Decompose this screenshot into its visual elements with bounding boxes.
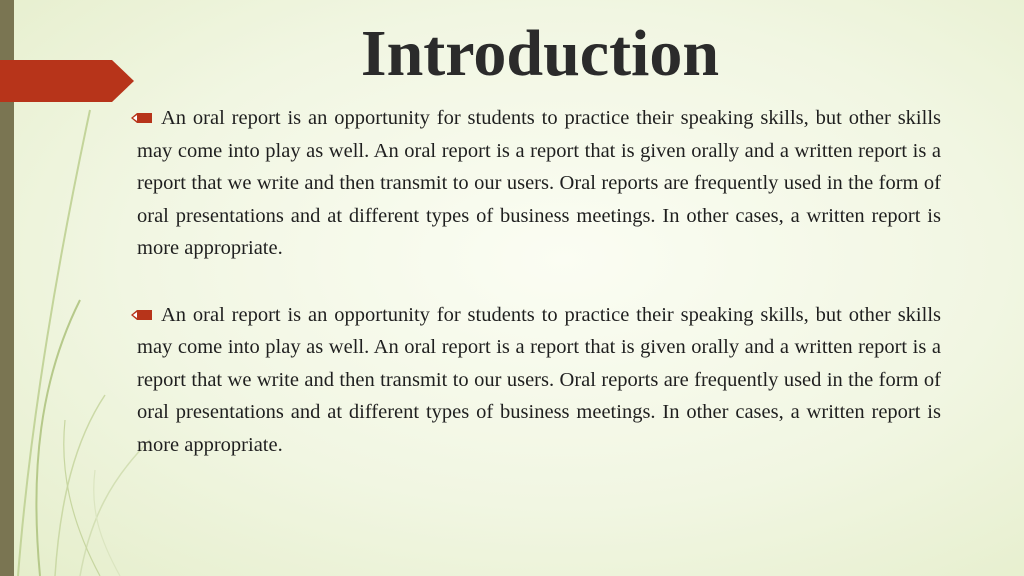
slide-title: Introduction (360, 17, 720, 90)
bullet-text: An oral report is an opportunity for students to practice their speaking skills, but other skills may come into play as well. An oral report is a report that is given orally and a written report is a report that we write and then transmit to our users. Oral reports are frequently used in the form of oral presentations and at different types of business meetings. In other cases, a written report is more appropriate. (137, 303, 941, 456)
bullet-text: An oral report is an opportunity for students to practice their speaking skills, but other skills may come into play as well. An oral report is a report that is given orally and a written report is a report that we write and then transmit to our users. Oral reports are frequently used in the form of oral presentations and at different types of business meetings. In other cases, a written report is more appropriate. (137, 107, 941, 259)
bullet-item (137, 102, 941, 265)
bullet-item (137, 299, 941, 462)
pencil-icon (131, 308, 153, 322)
pencil-icon (131, 111, 153, 125)
bullet-list (137, 102, 941, 495)
